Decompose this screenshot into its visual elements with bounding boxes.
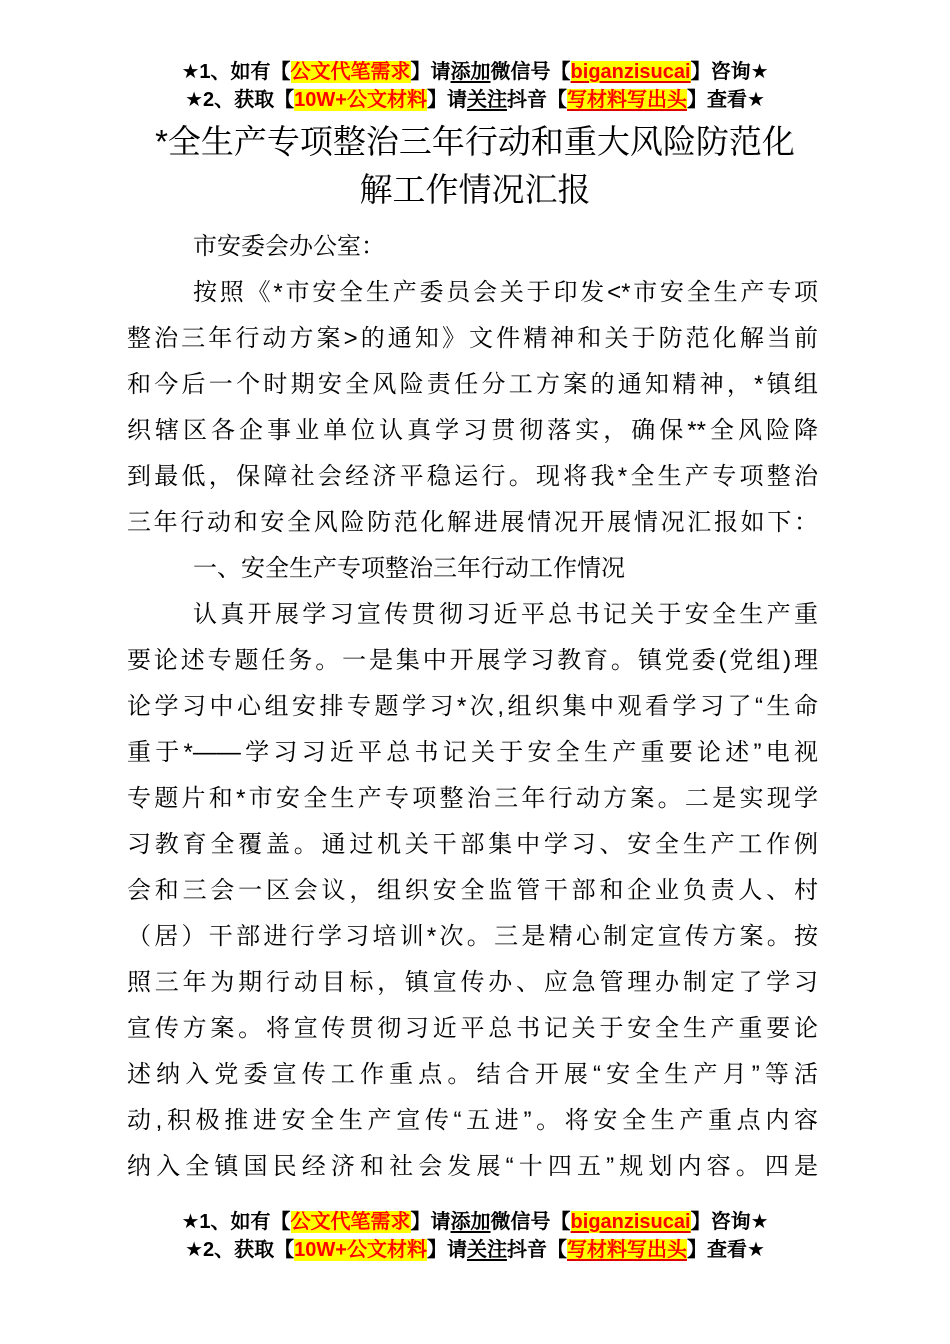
promo-text: 】请 <box>426 1239 467 1261</box>
promo-highlight: 10W+公文材料 <box>294 89 427 111</box>
promo-text: 】咨询★ <box>690 1211 769 1233</box>
promo-footer-line-1 <box>0 1208 950 1236</box>
promo-text: ★1、如有【 <box>181 1211 291 1233</box>
promo-text: 】咨询★ <box>690 61 769 83</box>
body-line: 重于*——学习习近平总书记关于安全生产重要论述”电视 <box>127 739 818 766</box>
promo-footer <box>0 1208 950 1264</box>
section-heading: 一、安全生产专项整治三年行动工作情况 <box>193 555 625 582</box>
body-line: 认真开展学习宣传贯彻习近平总书记关于安全生产重 <box>193 601 818 628</box>
promo-text: 】请 <box>410 1211 451 1233</box>
body-line: 习教育全覆盖。通过机关干部集中学习、安全生产工作例 <box>127 831 818 858</box>
salutation: 市安委会办公室： <box>193 233 385 260</box>
promo-underlined-text: 添加 <box>450 1211 491 1233</box>
document-title-line-1: *全生产专项整治三年行动和重大风险防范化 <box>155 123 795 160</box>
promo-header-line-1 <box>0 58 950 86</box>
body-line: 要论述专题任务。一是集中开展学习教育。镇党委(党组)理 <box>127 647 818 674</box>
promo-text: ★2、获取【 <box>185 89 295 111</box>
promo-text: 】查看★ <box>686 89 765 111</box>
body-line: 纳入全镇国民经济和社会发展“十四五”规划内容。四是 <box>127 1153 818 1180</box>
promo-highlight-wechat-id: biganzisucai <box>570 61 691 83</box>
promo-header <box>0 58 950 114</box>
body-line: 三年行动和安全风险防范化解进展情况开展情况汇报如下： <box>127 509 818 536</box>
body-line: 宣传方案。将宣传贯彻习近平总书记关于安全生产重要论 <box>127 1015 818 1042</box>
body-line: （居）干部进行学习培训*次。三是精心制定宣传方案。按 <box>127 923 818 950</box>
promo-text: 】请 <box>410 61 451 83</box>
promo-text: 微信号【 <box>490 61 571 83</box>
promo-highlight: 公文代笔需求 <box>290 61 411 83</box>
promo-underlined-text: 添加 <box>450 61 491 83</box>
promo-highlight: 10W+公文材料 <box>294 1239 427 1261</box>
promo-header-line-2 <box>0 86 950 114</box>
body-line: 论学习中心组安排专题学习*次,组织集中观看学习了“生命 <box>127 693 818 720</box>
promo-underlined-text: 关注 <box>466 1239 507 1261</box>
promo-text: 】请 <box>426 89 467 111</box>
body-line: 照三年为期行动目标，镇宣传办、应急管理办制定了学习 <box>127 969 818 996</box>
promo-text: ★1、如有【 <box>181 61 291 83</box>
promo-highlight-douyin-id: 写材料写出头 <box>566 89 687 111</box>
promo-highlight-douyin-id: 写材料写出头 <box>566 1239 687 1261</box>
promo-text: 抖音【 <box>506 1239 567 1261</box>
promo-text: 微信号【 <box>490 1211 571 1233</box>
body-line: 专题片和*市安全生产专项整治三年行动方案。二是实现学 <box>127 785 818 812</box>
body-line: 和今后一个时期安全风险责任分工方案的通知精神，*镇组 <box>127 371 818 398</box>
promo-underlined-text: 关注 <box>466 89 507 111</box>
document-body <box>127 224 818 1190</box>
document-title-line-2: 解工作情况汇报 <box>359 171 591 208</box>
body-line: 整治三年行动方案>的通知》文件精神和关于防范化解当前 <box>127 325 818 352</box>
promo-text: 抖音【 <box>506 89 567 111</box>
body-line: 按照《*市安全生产委员会关于印发<*市安全生产专项 <box>193 279 818 306</box>
document-title <box>0 118 950 214</box>
promo-footer-line-2 <box>0 1236 950 1264</box>
promo-highlight: 公文代笔需求 <box>290 1211 411 1233</box>
body-line: 到最低，保障社会经济平稳运行。现将我*全生产专项整治 <box>127 463 818 490</box>
promo-text: ★2、获取【 <box>185 1239 295 1261</box>
body-line: 会和三会一区会议，组织安全监管干部和企业负责人、村 <box>127 877 818 904</box>
promo-text: 】查看★ <box>686 1239 765 1261</box>
body-line: 动,积极推进安全生产宣传“五进”。将安全生产重点内容 <box>127 1107 818 1134</box>
body-line: 织辖区各企事业单位认真学习贯彻落实，确保**全风险降 <box>127 417 818 444</box>
body-line: 述纳入党委宣传工作重点。结合开展“安全生产月”等活 <box>127 1061 818 1088</box>
promo-highlight-wechat-id: biganzisucai <box>570 1211 691 1233</box>
